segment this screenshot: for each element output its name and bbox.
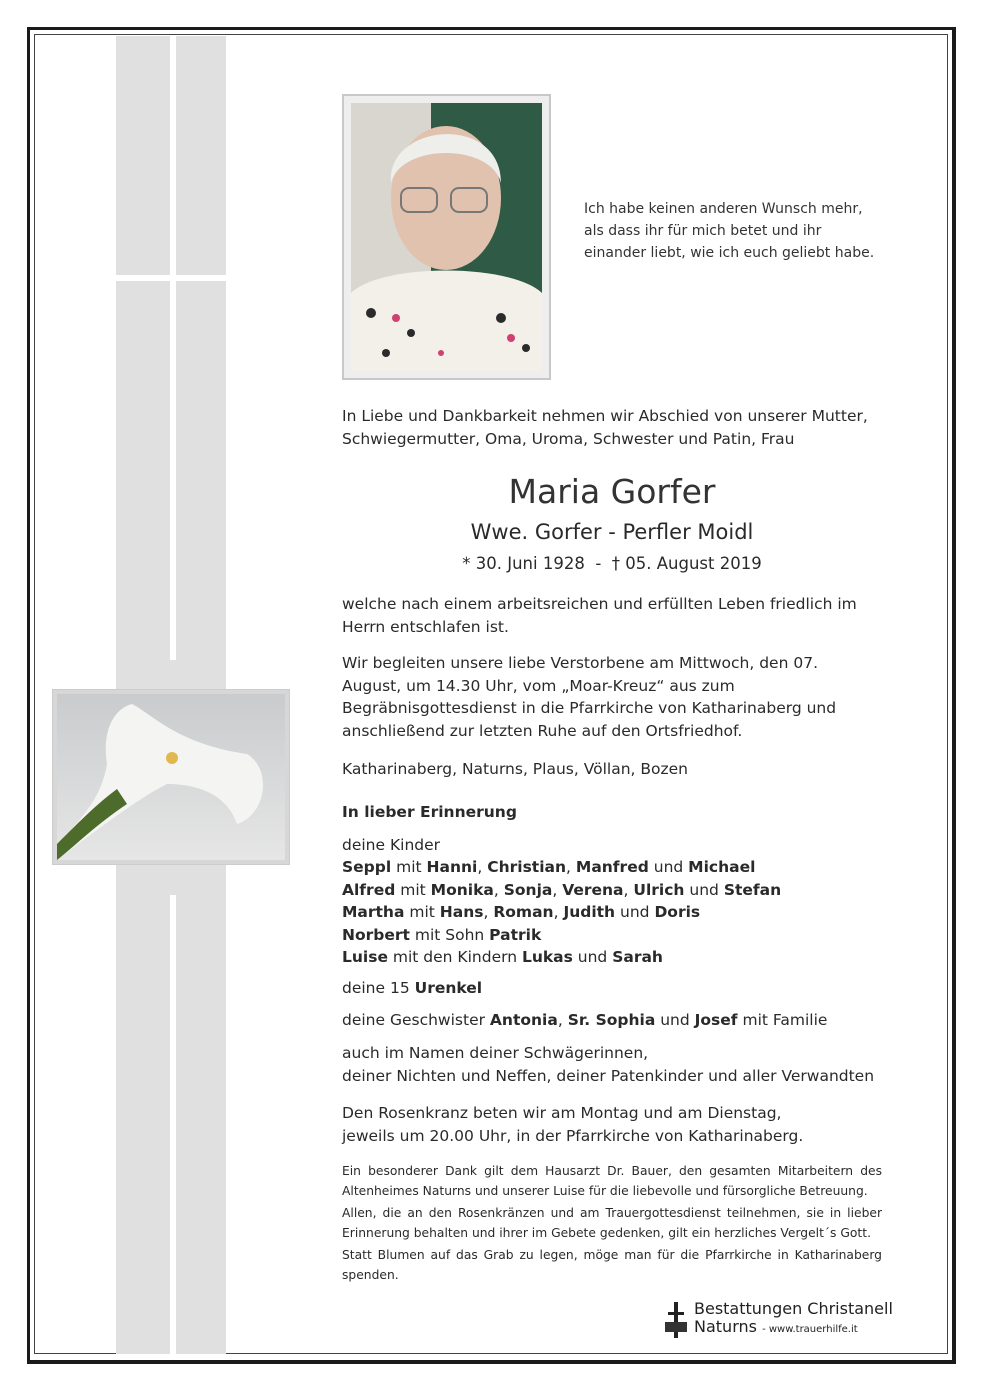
thanks-3: Statt Blumen auf das Grab zu legen, möge man für die Pfarrkirche in Katharinaberg spenden.: [342, 1248, 882, 1282]
logo-name: Bestattungen Christanell: [694, 1299, 893, 1318]
name-part: ,: [552, 880, 563, 899]
logo-town: Naturns: [694, 1317, 757, 1336]
name-part: Roman: [493, 903, 554, 921]
intro-line: In Liebe und Dankbarkeit nehmen wir Abschied von unserer Mutter,: [342, 407, 868, 425]
rosary-line: jeweils um 20.00 Uhr, in der Pfarrkirche von Katharinaberg.: [342, 1126, 804, 1145]
name-part: Stefan: [723, 880, 782, 899]
name-part: ,: [493, 880, 504, 899]
name-part: Hanni: [426, 858, 478, 876]
thanks-1: Ein besonderer Dank gilt dem Hausarzt Dr. Bauer, den gesamten Mitarbeitern des Altenheimes Naturns und unserer Luise für die liebevolle und fürsorgliche Betreuung.: [342, 1164, 882, 1198]
kid-line: [342, 946, 882, 969]
name-part: ,: [623, 880, 634, 899]
names-line-text: auch im Namen deiner Schwägerinnen,: [342, 1044, 649, 1062]
quote-line: Ich habe keinen anderen Wunsch mehr,: [584, 201, 863, 217]
memory-heading: In lieber Erinnerung: [342, 803, 517, 821]
sibling-part: ,: [557, 1011, 568, 1029]
calla-lily-photo: [52, 689, 290, 865]
kids-list: [342, 856, 882, 969]
deceased-name: Maria Gorfer: [508, 472, 716, 511]
name-part: Hans: [439, 903, 484, 921]
name-part: mit: [391, 858, 427, 876]
name-part: mit den Kindern: [387, 948, 522, 966]
name-part: ,: [477, 858, 488, 876]
name-part: Christian: [487, 858, 567, 876]
cross-divider-vertical-top: [170, 36, 176, 660]
cross-logo-icon: [664, 1302, 688, 1338]
name-part: ,: [553, 903, 564, 921]
intro: [342, 405, 882, 450]
name-part: Patrik: [489, 925, 542, 944]
great-grandchildren: [342, 977, 882, 1000]
name-part: Judith: [563, 903, 616, 921]
kid-line: [342, 924, 882, 947]
name-part: ,: [566, 858, 576, 876]
name-part: Sonja: [503, 880, 553, 899]
sibling-part: mit Familie: [737, 1011, 828, 1029]
kid-line: [342, 856, 882, 879]
name-part: mit: [395, 880, 431, 899]
intro-line: Schwiegermutter, Oma, Uroma, Schwester und Patin, Frau: [342, 429, 795, 448]
name-part: Luise: [342, 948, 388, 966]
name-part: mit: [404, 903, 440, 921]
name-part: Seppl: [342, 858, 392, 876]
deceased-subname: Wwe. Gorfer - Perfler Moidl: [470, 520, 754, 544]
paragraph-funeral: Wir begleiten unsere liebe Verstorbene am Mittwoch, den 07. August, um 14.30 Uhr, vom „Moar-Kreuz“ aus zum Begräbnisgottesdienst in die Pfarrkirche von Katharinaberg und anschließend zur letzten Ruhe auf den Ortsfriedhof.: [342, 654, 837, 740]
rosary-line: Den Rosenkranz beten wir am Montag und am Dienstag,: [342, 1104, 782, 1122]
name-part: Monika: [430, 880, 494, 899]
grand-part: Urenkel: [414, 979, 483, 997]
kid-line: [342, 879, 882, 902]
kids-label: deine Kinder: [342, 836, 441, 854]
cross-divider-vertical-bottom: [170, 895, 176, 1355]
quote-line: als dass ihr für mich betet und ihr: [584, 223, 822, 239]
grand-part: deine 15: [342, 979, 415, 997]
kid-line: [342, 901, 882, 924]
quote-line: einander liebt, wie ich euch geliebt habe.: [584, 245, 875, 261]
name-part: Manfred: [575, 858, 649, 876]
name-part: Norbert: [342, 925, 410, 944]
name-part: Sarah: [612, 948, 663, 966]
logo-url: - www.trauerhilfe.it: [762, 1324, 858, 1335]
name-part: Michael: [688, 858, 756, 876]
name-part: ,: [483, 903, 494, 921]
funeral-home-logo: [664, 1300, 893, 1339]
name-part: und: [615, 903, 655, 921]
places: Katharinaberg, Naturns, Plaus, Völlan, Bozen: [342, 760, 688, 778]
sibling-part: und: [655, 1011, 695, 1029]
name-part: Doris: [654, 903, 701, 921]
names-line-text: deiner Nichten und Neffen, deiner Patenkinder und aller Verwandten: [342, 1066, 875, 1085]
siblings: [342, 1009, 882, 1032]
names-line: [342, 1042, 882, 1087]
thanks-2: Allen, die an den Rosenkränzen und am Trauergottesdienst teilnehmen, sie in lieber Erinnerung behalten und ihrer im Gebete gedenken, gilt ein herzliches Vergelt´s Gott.: [342, 1206, 882, 1240]
quote: [584, 198, 874, 264]
deceased-portrait: [342, 94, 551, 380]
name-part: Verena: [562, 880, 624, 899]
life-dates: * 30. Juni 1928 - † 05. August 2019: [462, 554, 762, 573]
name-part: und: [572, 948, 613, 966]
name-part: Ulrich: [633, 880, 685, 899]
sibling-part: Sr. Sophia: [567, 1011, 656, 1029]
name-part: Martha: [342, 903, 405, 921]
sibling-part: deine Geschwister: [342, 1011, 490, 1029]
name-part: Alfred: [342, 880, 396, 899]
name-part: und: [648, 858, 689, 876]
paragraph-passing: welche nach einem arbeitsreichen und erfüllten Leben friedlich im Herrn entschlafen ist.: [342, 595, 857, 636]
name-part: und: [684, 880, 724, 899]
rosary: [342, 1102, 882, 1147]
sibling-part: Josef: [694, 1011, 738, 1029]
sibling-part: Antonia: [489, 1011, 558, 1029]
name-part: Lukas: [521, 948, 573, 966]
name-part: mit Sohn: [409, 925, 490, 944]
